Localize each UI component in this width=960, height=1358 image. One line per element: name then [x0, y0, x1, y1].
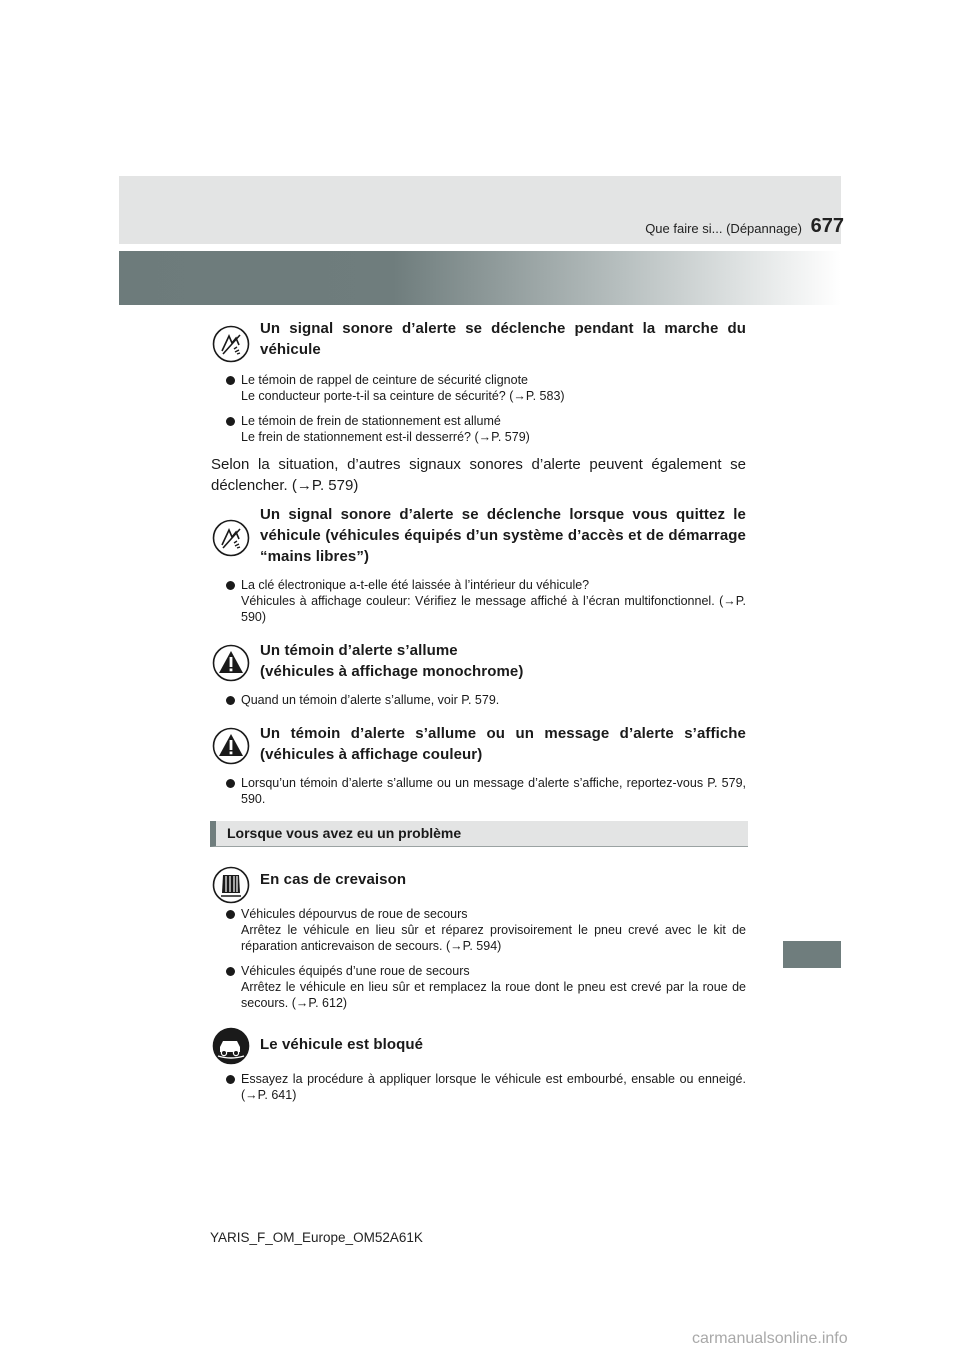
topic-buzzer-driving — [212, 318, 746, 360]
warning-triangle-icon — [212, 644, 250, 682]
section-header-title: Lorsque vous avez eu un problème — [227, 825, 462, 841]
list-item: La clé électronique a-t-elle été laissée à l’intérieur du véhicule? Véhicules à affichage couleur: Vérifiez le message affiché à l’écran multifonctionnel. (→P. 590) — [212, 577, 746, 625]
topic-flat-tire — [212, 862, 746, 890]
list-item: Véhicules équipés d’une roue de secours Arrêtez le véhicule en lieu sûr et remplacez la roue dont le pneu est crevé par la roue de secours. (→P. 612) — [212, 963, 746, 1011]
topic-buzzer-leaving — [212, 504, 746, 567]
list-item: Quand un témoin d’alerte s’allume, voir P. 579. — [212, 692, 746, 708]
document-code: YARIS_F_OM_Europe_OM52A61K — [210, 1230, 423, 1245]
chapter-band — [119, 251, 841, 305]
chapter-tab — [783, 941, 841, 968]
topic-title: Un témoin d’alerte s’allume ou un message d’alerte s’affiche (véhicules à affichage couleur) — [260, 725, 746, 763]
topic-title: Un témoin d’alerte s’allume (véhicules à affichage monochrome) — [260, 642, 524, 680]
list-item: Véhicules dépourvus de roue de secours Arrêtez le véhicule en lieu sûr et réparez provisoirement le pneu crevé avec le kit de réparation anticrevaison de secours. (→P. 594) — [212, 906, 746, 954]
list-item: Lorsqu’un témoin d’alerte s’allume ou un message d’alerte s’affiche, reportez-vous P. 579, 590. — [212, 775, 746, 807]
page-content — [212, 318, 746, 1103]
topic-warning-mono — [212, 640, 746, 682]
topic-title: Un signal sonore d’alerte se déclenche lorsque vous quittez le véhicule (véhicules équipés d’un système d’accès et de démarrage “mains libres”) — [260, 506, 746, 565]
section-title: Que faire si... (Dépannage) — [645, 221, 802, 236]
page-number: 677 — [810, 215, 844, 237]
watermark: carmanualsonline.info — [692, 1330, 848, 1347]
note-paragraph: Selon la situation, d’autres signaux sonores d’alerte peuvent également se déclencher. (→P. 579) — [211, 456, 746, 494]
topic-title: Un signal sonore d’alerte se déclenche pendant la marche du véhicule — [260, 320, 746, 358]
buzzer-alert-icon — [212, 325, 250, 363]
flat-tire-icon — [212, 866, 250, 904]
topic-stuck — [212, 1026, 746, 1055]
topic-title: En cas de crevaison — [260, 871, 407, 888]
list-item: Le témoin de frein de stationnement est allumé Le frein de stationnement est-il desserré? (→P. 579) — [212, 413, 746, 445]
topic-title: Le véhicule est bloqué — [260, 1036, 424, 1053]
list-item: Le témoin de rappel de ceinture de sécurité clignote Le conducteur porte-t-il sa ceinture de sécurité? (→P. 583) — [212, 372, 746, 404]
section-header — [210, 821, 748, 847]
warning-triangle-icon — [212, 727, 250, 765]
list-item: Essayez la procédure à appliquer lorsque le véhicule est embourbé, ensable ou enneigé. (→P. 641) — [212, 1071, 746, 1103]
stuck-vehicle-icon — [212, 1027, 250, 1065]
topic-warning-color — [212, 723, 746, 765]
buzzer-alert-icon — [212, 519, 250, 557]
